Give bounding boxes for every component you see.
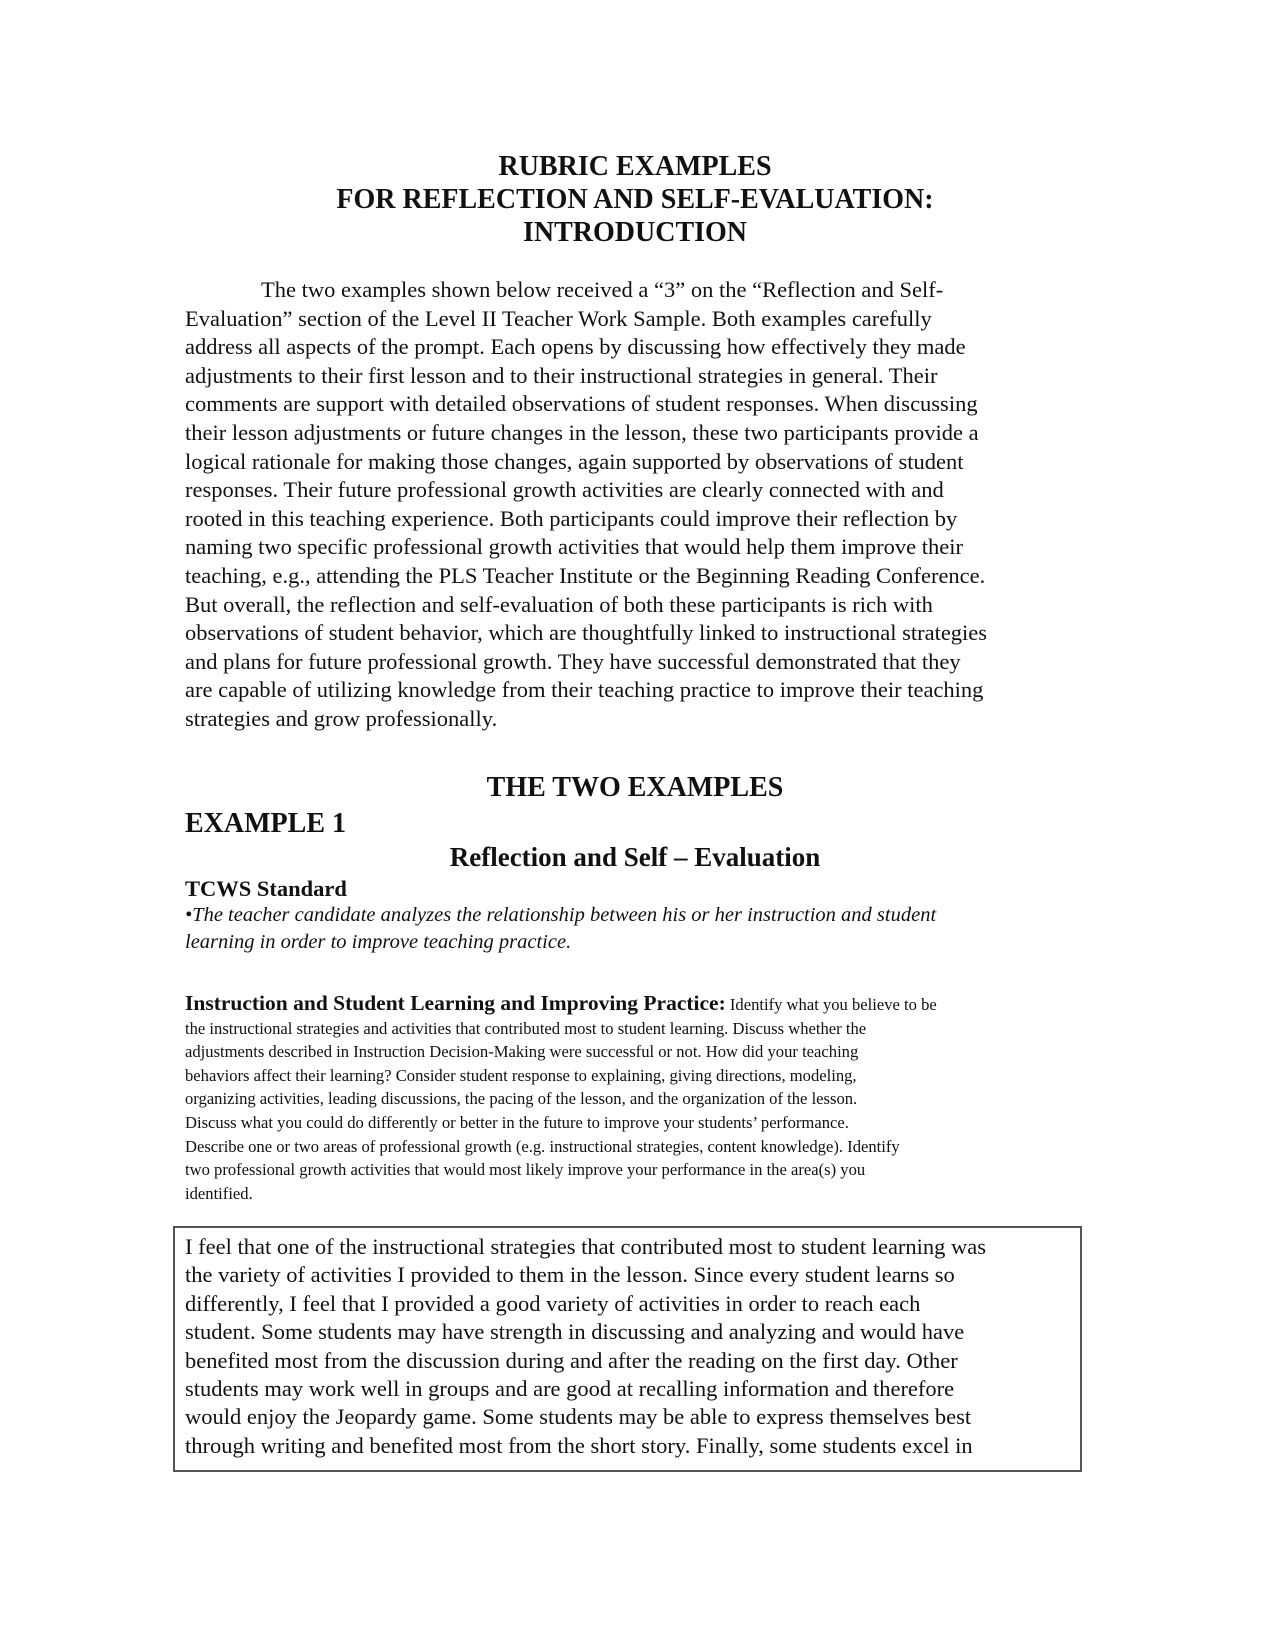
intro-paragraph [185, 276, 1085, 734]
standard-line-2: learning in order to improve teaching practice. [185, 931, 572, 953]
intro-line: adjustments to their first lesson and to their instructional strategies in general. Their [185, 362, 938, 388]
response-line: the variety of activities I provided to them in the lesson. Since every student learns so [185, 1262, 955, 1288]
intro-line: Evaluation” section of the Level II Teacher Work Sample. Both examples carefully [185, 305, 932, 331]
prompt-line: organizing activities, leading discussions, the pacing of the lesson, and the organization of the lesson. [185, 1089, 858, 1109]
title-line-2: FOR REFLECTION AND SELF-EVALUATION: [336, 184, 934, 215]
standard-title: TCWS Standard [185, 876, 347, 901]
prompt-line: behaviors affect their learning? Consider student response to explaining, giving directions, modeling, [185, 1065, 857, 1085]
response-box [173, 1226, 1082, 1472]
intro-line: address all aspects of the prompt. Each opens by discussing how effectively they made [185, 334, 966, 360]
standard-line-1: •The teacher candidate analyzes the relationship between his or her instruction and student [185, 904, 937, 926]
prompt-line: Describe one or two areas of professional growth (e.g. instructional strategies, content knowledge). Identify [185, 1136, 900, 1156]
prompt-first-line-text: Identify what you believe to be [725, 995, 937, 1014]
response-line: I feel that one of the instructional strategies that contributed most to student learning was [185, 1234, 987, 1259]
intro-line: are capable of utilizing knowledge from their teaching practice to improve their teaching [185, 677, 984, 703]
prompt-heading: Instruction and Student Learning and Improving Practice: [185, 991, 726, 1015]
prompt-line: the instructional strategies and activities that contributed most to student learning. Discuss whether the [185, 1018, 867, 1038]
intro-line: rooted in this teaching experience. Both participants could improve their reflection by [185, 505, 958, 531]
subheading: Reflection and Self – Evaluation [449, 842, 821, 872]
response-line: would enjoy the Jeopardy game. Some students may be able to express themselves best [185, 1404, 972, 1430]
prompt-block [185, 992, 1085, 1205]
title-line-3: INTRODUCTION [522, 217, 748, 248]
prompt-line: Discuss what you could do differently or better in the future to improve your students’ performance. [185, 1112, 849, 1132]
prompt-line: two professional growth activities that would most likely improve your performance in the area(s) you [185, 1160, 866, 1180]
title-line-1: RUBRIC EXAMPLES [498, 151, 772, 182]
intro-line: observations of student behavior, which are thoughtfully linked to instructional strategies [185, 620, 988, 646]
intro-line: teaching, e.g., attending the PLS Teacher Institute or the Beginning Reading Conference. [185, 562, 986, 588]
intro-line: their lesson adjustments or future changes in the lesson, these two participants provide a [185, 419, 979, 445]
intro-line: The two examples shown below received a “3” on the “Reflection and Self- [261, 277, 944, 302]
response-line: students may work well in groups and are good at recalling information and therefore [185, 1376, 955, 1402]
prompt-line: identified. [185, 1183, 253, 1203]
intro-line: responses. Their future professional growth activities are clearly connected with and [185, 477, 944, 503]
response-line: through writing and benefited most from the short story. Finally, some students excel in [185, 1432, 973, 1458]
intro-line: naming two specific professional growth activities that would help them improve their [185, 534, 963, 560]
response-line: differently, I feel that I provided a good variety of activities in order to reach each [185, 1290, 921, 1316]
intro-line: comments are support with detailed observations of student responses. When discussing [185, 391, 978, 417]
prompt-line: adjustments described in Instruction Decision-Making were successful or not. How did your teaching [185, 1042, 859, 1062]
intro-line: logical rationale for making those changes, again supported by observations of student [185, 448, 964, 474]
response-line: benefited most from the discussion during and after the reading on the first day. Other [185, 1347, 958, 1373]
example-label: EXAMPLE 1 [185, 808, 346, 839]
intro-line: strategies and grow professionally. [185, 705, 498, 731]
section-heading: THE TWO EXAMPLES [486, 772, 784, 803]
page-title [185, 150, 1085, 249]
prompt-first-line [185, 992, 1085, 1017]
standard-text [185, 902, 1085, 956]
intro-line: But overall, the reflection and self-evaluation of both these participants is rich with [185, 591, 933, 617]
response-line: student. Some students may have strength in discussing and analyzing and would have [185, 1319, 965, 1345]
intro-line: and plans for future professional growth. They have successful demonstrated that they [185, 648, 961, 674]
